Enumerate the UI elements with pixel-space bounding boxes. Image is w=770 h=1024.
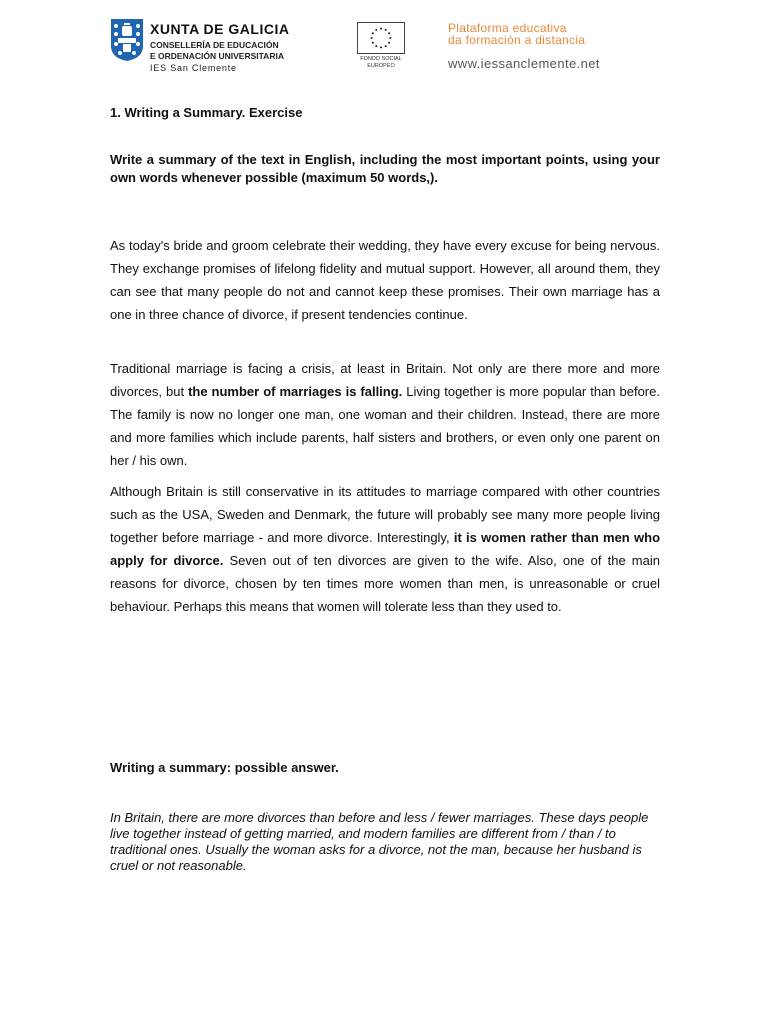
- paragraph-3-part-a: Although Britain is still conservative in its attitudes to marriage compared with other countries such as the USA, Sweden and Denmark, the future will probably see many more people living together before marriage - and more divorce. Interestingly,: [110, 484, 660, 545]
- eu-flag-icon: [357, 22, 405, 54]
- platform-block: [448, 22, 600, 71]
- eu-caption: [353, 56, 409, 70]
- paragraph-2-emphasis: the number of marriages is falling.: [188, 384, 403, 399]
- eu-caption-line1: FONDO SOCIAL: [360, 56, 402, 62]
- paragraph-1: As today's bride and groom celebrate their wedding, they have every excuse for being nervous. They exchange promises of lifelong fidelity and mutual support. However, all around them, they can see that many people do not and cannot keep these promises. Their own marriage has a one in three chance of divorce, if present tendencies continue.: [110, 238, 660, 322]
- paragraph-3-emphasis: it is women rather than men who apply for divorce.: [110, 530, 661, 568]
- xunta-department-line1: CONSELLERÍA DE EDUCACIÓN: [150, 40, 279, 50]
- exercise-title: 1. Writing a Summary. Exercise: [110, 105, 303, 120]
- paragraph-3: [110, 480, 660, 618]
- paragraph-3-part-c: Seven out of ten divorces are given to the wife. Also, one of the main reasons for divorce, chosen by ten times more women than men, is unreasonable or cruel behaviour. Perhaps this means that women will tolerate less than they used to.: [110, 553, 660, 614]
- answer-text: In Britain, there are more divorces than before and less / fewer marriages. These days people live together instead of getting married, and modern families are different from / than / to traditional ones. Usually the woman asks for a divorce, not the man, because her husband is cruel or not reasonable.: [110, 810, 649, 873]
- xunta-department-line2: E ORDENACIÓN UNIVERSITARIA: [150, 51, 284, 61]
- school-name: IES San Clemente: [150, 63, 237, 73]
- eu-caption-line2: EUROPEO: [367, 63, 395, 69]
- platform-url[interactable]: www.iessanclemente.net: [448, 56, 600, 71]
- page-header: [0, 0, 770, 80]
- eu-social-fund-logo: [357, 22, 409, 72]
- answer-title: Writing a summary: possible answer.: [110, 760, 339, 775]
- paragraph-2: [110, 357, 660, 472]
- paragraph-2-part-c: Living together is more popular than before. The family is now no longer one man, one woman and their children. Instead, there are more and more families which include parents, half sisters and brothers, or even only one parent on her / his own.: [110, 384, 660, 468]
- xunta-logo-block: [110, 18, 320, 78]
- paragraph-2-part-a: Traditional marriage is facing a crisis, at least in Britain. Not only are there more and more divorces, but: [110, 361, 660, 399]
- xunta-title: XUNTA DE GALICIA: [150, 21, 290, 37]
- xunta-crest-icon: [110, 18, 144, 62]
- platform-line2: da formación a distancia: [448, 33, 586, 47]
- platform-line1: Plataforma educativa: [448, 21, 567, 35]
- exercise-instructions: Write a summary of the text in English, including the most important points, using your own words whenever possible (maximum 50 words,).: [110, 152, 660, 185]
